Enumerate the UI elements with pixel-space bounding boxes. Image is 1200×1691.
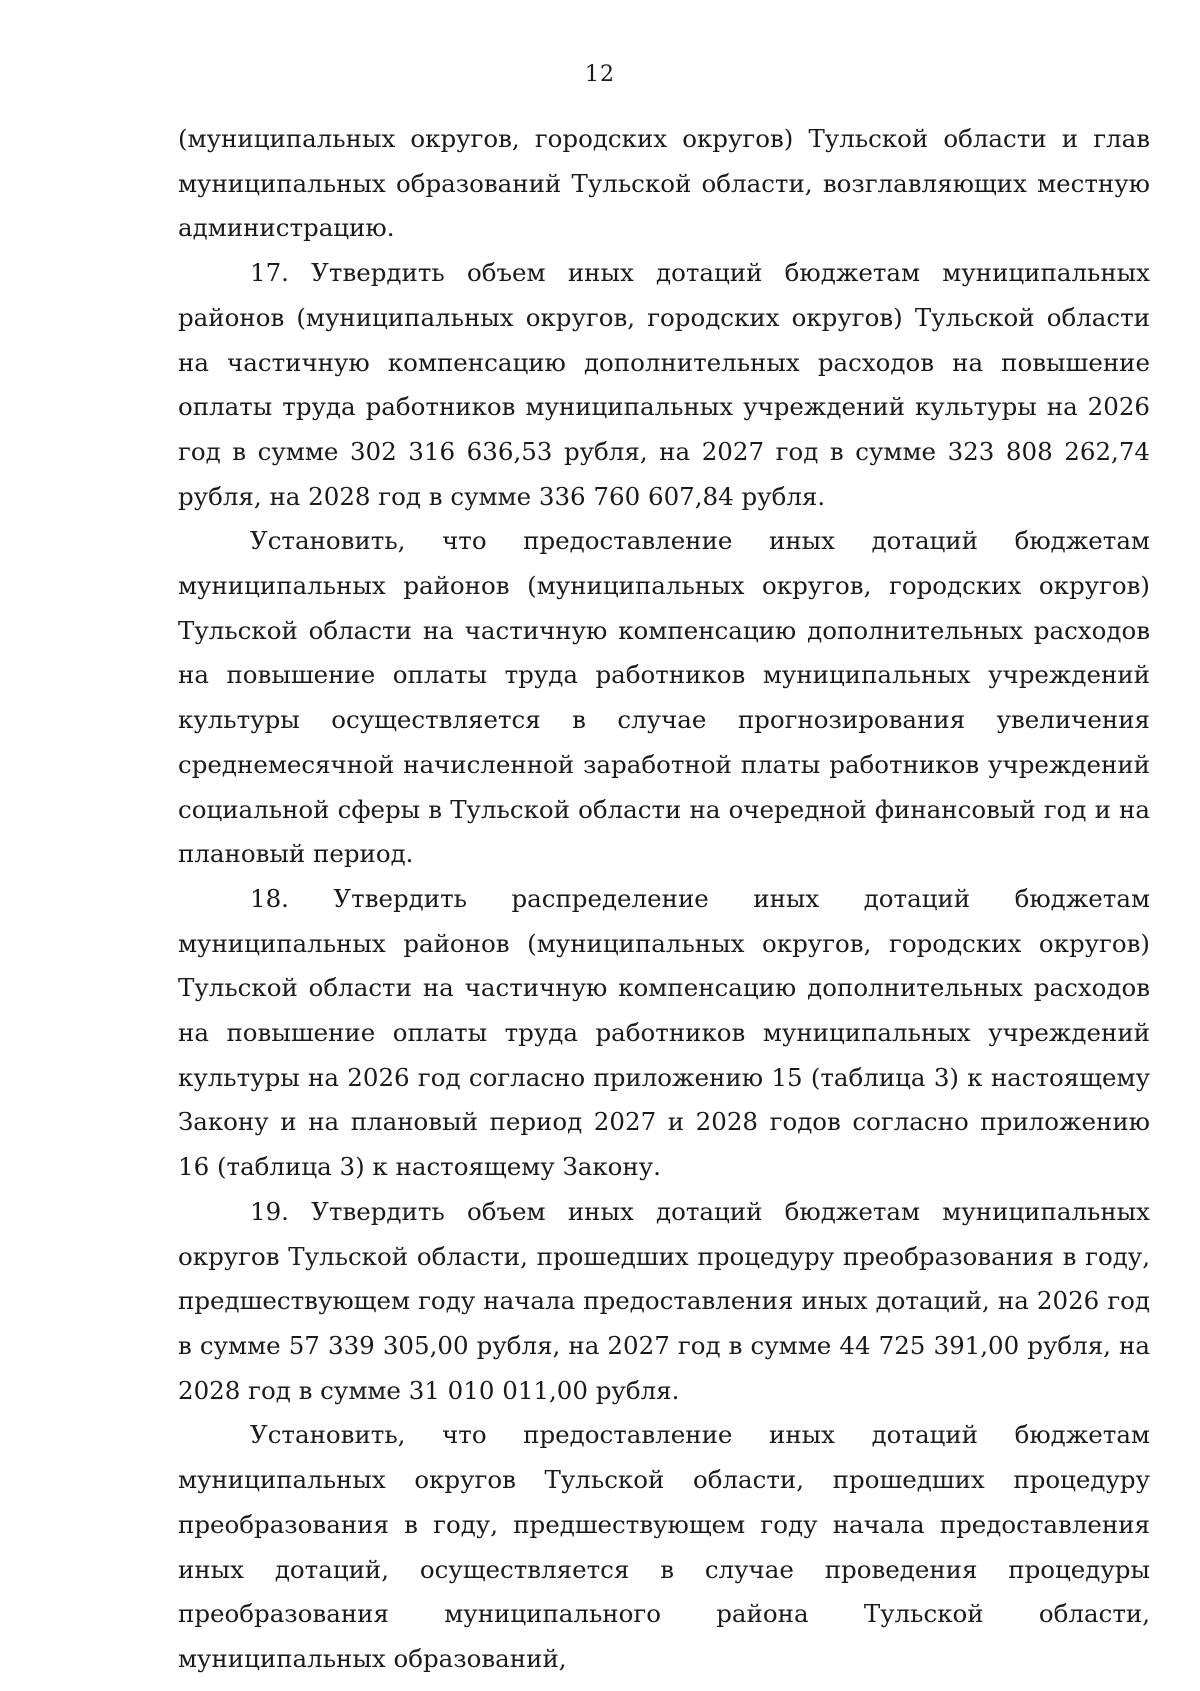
paragraph-item-19: 19. Утвердить объем иных дотаций бюджетам муниципальных округов Тульской области, прошедших процедуру преобразования в году, предшествующем году начала предоставления иных дотаций, на 2026 год в сумме 57 339 305,00 рубля, на 2027 год в сумме 44 725 391,00 рубля, на 2028 год в сумме 31 010 011,00 рубля.	[178, 1196, 1150, 1405]
paragraph-continuation: (муниципальных округов, городских округов) Тульской области и глав муниципальных образований Тульской области, возглавляющих местную администрацию.	[178, 124, 1150, 243]
paragraph-item-17: 17. Утвердить объем иных дотаций бюджетам муниципальных районов (муниципальных округов, городских округов) Тульской области на частичную компенсацию дополнительных расходов на повышение оплаты труда работников муниципальных учреждений культуры на 2026 год в сумме 302 316 636,53 рубля, на 2027 год в сумме 323 808 262,74 рубля, на 2028 год в сумме 336 760 607,84 рубля.	[178, 258, 1150, 511]
paragraph-item-18: 18. Утвердить распределение иных дотаций бюджетам муниципальных районов (муниципальных округов, городских округов) Тульской области на частичную компенсацию дополнительных расходов на повышение оплаты труда работников муниципальных учреждений культуры на 2026 год согласно приложению 15 (таблица 3) к настоящему Закону и на плановый период 2027 и 2028 годов согласно приложению 16 (таблица 3) к настоящему Закону.	[178, 883, 1150, 1182]
page-number: 12	[585, 62, 615, 87]
paragraph-item-17-condition: Установить, что предоставление иных дотаций бюджетам муниципальных районов (муниципальных округов, городских округов) Тульской области на частичную компенсацию дополнительных расходов на повышение оплаты труда работников муниципальных учреждений культуры осуществляется в случае прогнозирования увеличения среднемесячной начисленной заработной платы работников учреждений социальной сферы в Тульской области на очередной финансовый год и на плановый период.	[178, 526, 1150, 869]
paragraph-item-19-condition: Установить, что предоставление иных дотаций бюджетам муниципальных округов Тульской области, прошедших процедуру преобразования в году, предшествующем году начала предоставления иных дотаций, осуществляется в случае проведения процедуры преобразования муниципального района Тульской области, муниципальных образований,	[178, 1420, 1150, 1673]
document-body	[178, 117, 1150, 1682]
